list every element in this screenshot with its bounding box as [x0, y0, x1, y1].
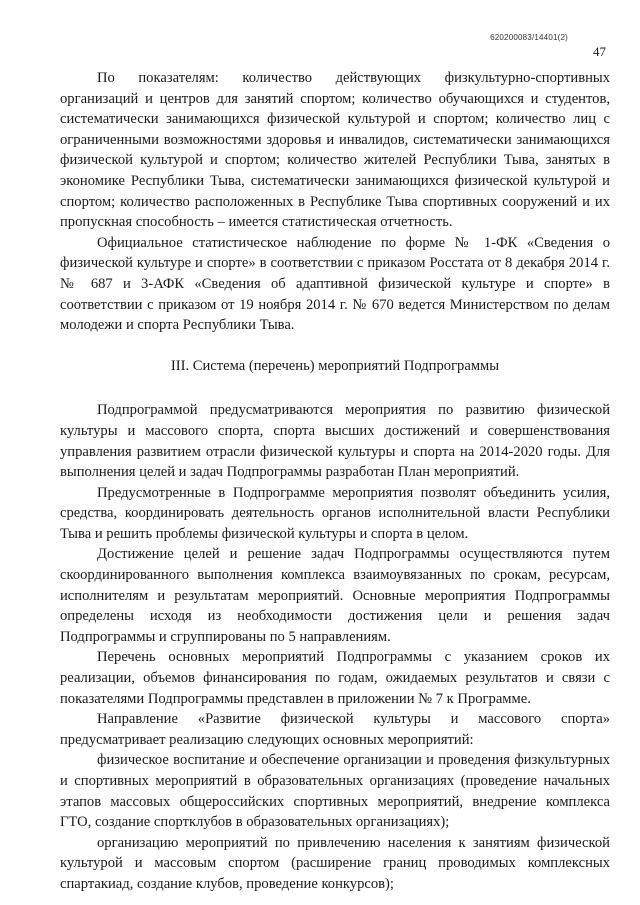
list-item: организацию мероприятий по привлечению населения к занятиям физической культурой и массовым спортом (расширение границ проводимых комплексных спартакиад, создание клубов, проведение конкурсов); [60, 834, 610, 892]
paragraph: Подпрограммой предусматриваются мероприятия по развитию физической культуры и массового спорта, спорта высших достижений и совершенствования управления развитием отрасли физической культуры и спорта на 2014-2020 годы. Для выполнения целей и задач Подпрограммы разработан План мероприятий. [60, 402, 610, 481]
paragraph: Перечень основных мероприятий Подпрограммы с указанием сроков их реализации, объемов финансирования по годам, ожидаемых результатов и связи с показателями Подпрограммы представлен в приложении № 7 к Программе. [60, 649, 610, 707]
document-id: 620200083/14401(2) [490, 33, 568, 42]
paragraph: По показателям: количество действующих физкультурно-спортивных организаций и центров для занятий спортом; количество обучающихся и студентов, систематически занимающихся физической культурой и спортом; количество лиц с ограниченными возможностями здоровья и инвалидов, систематически занимающихся физической культурой и спортом; количество жителей Республики Тыва, занятых в экономике Республики Тыва, систематически занимающихся физической культурой и спортом; количество расположенных в Республике Тыва спортивных сооружений и их пропускная способность – имеется статистическая отчетность. [60, 70, 610, 231]
paragraph: Направление «Развитие физической культуры и массового спорта» предусматривает реализацию следующих основных мероприятий: [60, 711, 610, 748]
section-title: III. Система (перечень) мероприятий Подпрограммы [170, 357, 500, 374]
page-body [60, 68, 610, 895]
paragraph: Достижение целей и решение задач Подпрограммы осуществляются путем скоординированного выполнения комплекса взаимоувязанных по срокам, ресурсам, исполнителям и результатам мероприятий. Основные мероприятия Подпрограммы определены исходя из необходимости достижения цели и решения задач Подпрограммы и сгруппированы по 5 направлениям. [60, 546, 610, 645]
paragraph: Официальное статистическое наблюдение по форме № 1-ФК «Сведения о физической культуре и спорте» в соответствии с приказом Росстата от 8 декабря 2014 г. № 687 и 3-АФК «Сведения об адаптивной физической культуре и спорте» в соответствии с приказом от 19 ноября 2014 г. № 670 ведется Министерством по делам молодежи и спорта Республики Тыва. [60, 234, 610, 334]
list-item: физическое воспитание и обеспечение организации и проведения физкультурных и спортивных мероприятий в образовательных организациях (проведение начальных этапов массовых общероссийских спортивных мероприятий, внедрение комплекса ГТО, создание спортклубов в образовательных организациях); [60, 752, 610, 831]
paragraph: Предусмотренные в Подпрограмме мероприятия позволят объединить усилия, средства, координировать деятельность органов исполнительной власти Республики Тыва и решить проблемы физической культуры и спорта в целом. [60, 484, 610, 542]
page-number: 47 [593, 44, 606, 59]
